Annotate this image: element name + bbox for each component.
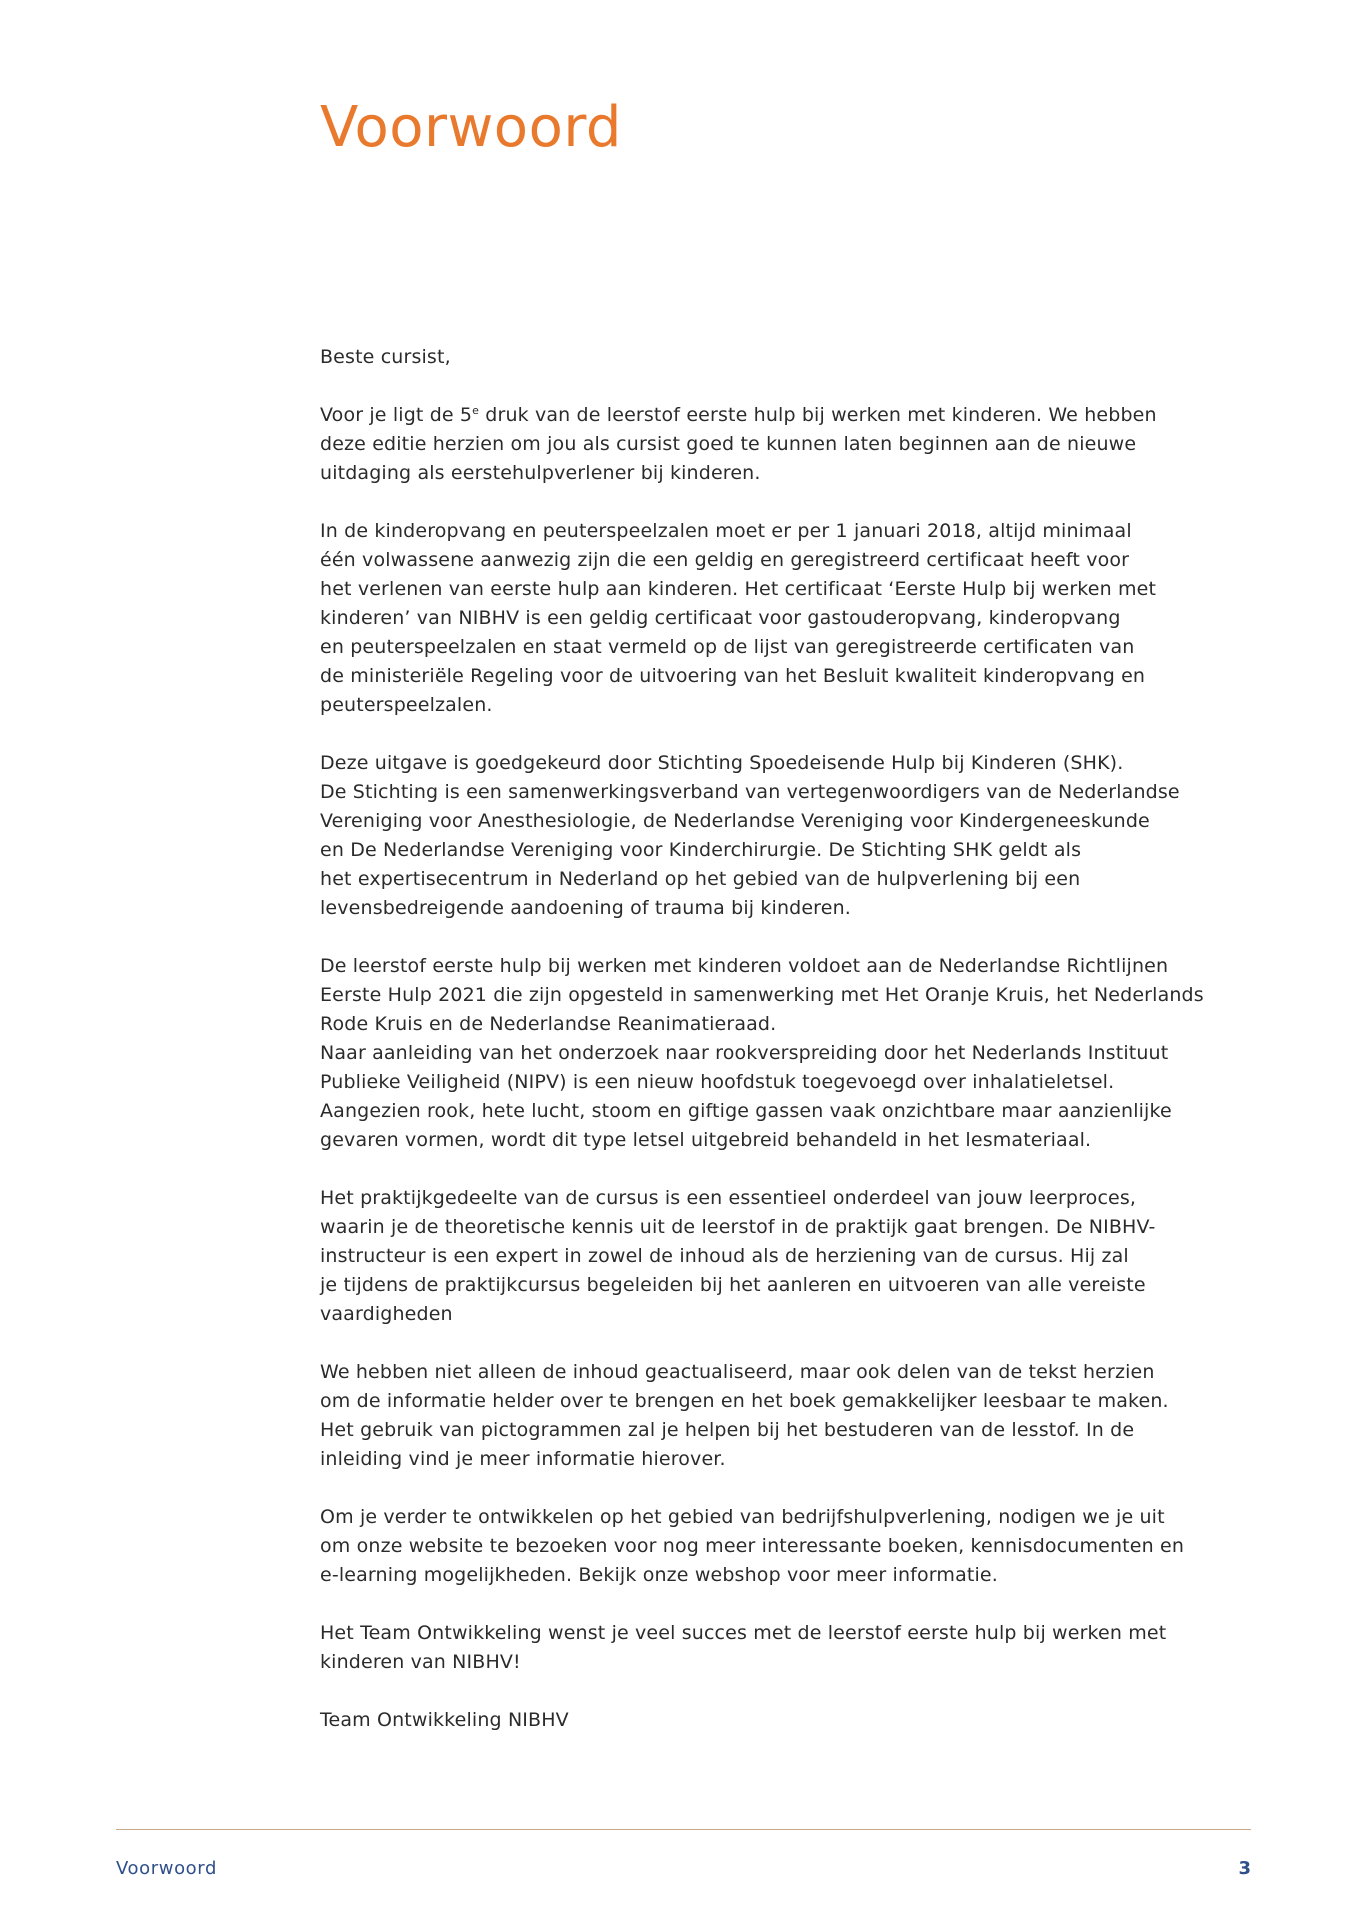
text-line: en peuterspeelzalen en staat vermeld op de lijst van geregistreerde certificaten van bbox=[320, 636, 1135, 658]
signature: Team Ontwikkeling NIBHV bbox=[320, 1709, 569, 1731]
paragraph-website bbox=[320, 1503, 1260, 1590]
text-line: In de kinderopvang en peuterspeelzalen moet er per 1 januari 2018, altijd minimaal bbox=[320, 520, 1132, 542]
text-line: het verlenen van eerste hulp aan kinderen. Het certificaat ‘Eerste Hulp bij werken met bbox=[320, 578, 1157, 600]
paragraph-kinderopvang bbox=[320, 517, 1260, 720]
text-line: Publieke Veiligheid (NIPV) is een nieuw hoofdstuk toegevoegd over inhalatieletsel. bbox=[320, 1071, 1115, 1093]
paragraph-inhoud bbox=[320, 1358, 1260, 1474]
text-line: kinderen’ van NIBHV is een geldig certificaat voor gastouderopvang, kinderopvang bbox=[320, 607, 1121, 629]
text-line: Het praktijkgedeelte van de cursus is een essentieel onderdeel van jouw leerproces, bbox=[320, 1187, 1137, 1209]
text-line: om de informatie helder over te brengen en het boek gemakkelijker leesbaar te maken. bbox=[320, 1390, 1169, 1412]
text-line: de ministeriële Regeling voor de uitvoering van het Besluit kwaliteit kinderopvang en bbox=[320, 665, 1146, 687]
text-line: waarin je de theoretische kennis uit de leerstof in de praktijk gaat brengen. De NIBHV- bbox=[320, 1216, 1156, 1238]
text-line: om onze website te bezoeken voor nog meer interessante boeken, kennisdocumenten en bbox=[320, 1535, 1185, 1557]
text-fragment: Voor je ligt de 5 bbox=[320, 404, 473, 426]
footer-section-label: Voorwoord bbox=[116, 1858, 217, 1879]
text-line: peuterspeelzalen. bbox=[320, 694, 493, 716]
text-line: instructeur is een expert in zowel de inhoud als de herziening van de cursus. Hij zal bbox=[320, 1245, 1129, 1267]
salutation: Beste cursist, bbox=[320, 346, 451, 368]
text-line: We hebben niet alleen de inhoud geactualiseerd, maar ook delen van de tekst herzien bbox=[320, 1361, 1155, 1383]
text-line: gevaren vormen, wordt dit type letsel uitgebreid behandeld in het lesmateriaal. bbox=[320, 1129, 1092, 1151]
paragraph-shk bbox=[320, 749, 1260, 923]
text-line: deze editie herzien om jou als cursist goed te kunnen laten beginnen aan de nieuwe bbox=[320, 433, 1137, 455]
text-line: één volwassene aanwezig zijn die een geldig en geregistreerd certificaat heeft voor bbox=[320, 549, 1130, 571]
text-line: De leerstof eerste hulp bij werken met kinderen voldoet aan de Nederlandse Richtlijnen bbox=[320, 955, 1169, 977]
text-line: Eerste Hulp 2021 die zijn opgesteld in samenwerking met Het Oranje Kruis, het Nederlands bbox=[320, 984, 1204, 1006]
text-line: vaardigheden bbox=[320, 1303, 453, 1325]
paragraph-closing bbox=[320, 1619, 1260, 1677]
footer-divider bbox=[116, 1829, 1251, 1830]
text-line: inleiding vind je meer informatie hierover. bbox=[320, 1448, 726, 1470]
text-line: levensbedreigende aandoening of trauma bij kinderen. bbox=[320, 897, 851, 919]
letter-body bbox=[320, 343, 1260, 1735]
superscript: e bbox=[472, 404, 480, 417]
text-line: Het gebruik van pictogrammen zal je helpen bij het bestuderen van de lesstof. In de bbox=[320, 1419, 1135, 1441]
text-line: Het Team Ontwikkeling wenst je veel succes met de leerstof eerste hulp bij werken met bbox=[320, 1622, 1167, 1644]
text-line: en De Nederlandse Vereniging voor Kinderchirurgie. De Stichting SHK geldt als bbox=[320, 839, 1082, 861]
text-line bbox=[320, 401, 1260, 430]
text-line: je tijdens de praktijkcursus begeleiden bij het aanleren en uitvoeren van alle vereiste bbox=[320, 1274, 1146, 1296]
text-fragment: druk van de leerstof eerste hulp bij werken met kinderen. We hebben bbox=[479, 404, 1157, 426]
text-line: Naar aanleiding van het onderzoek naar rookverspreiding door het Nederlands Instituut bbox=[320, 1042, 1169, 1064]
paragraph-praktijk bbox=[320, 1184, 1260, 1329]
page-number: 3 bbox=[1238, 1858, 1251, 1879]
text-line: Aangezien rook, hete lucht, stoom en giftige gassen vaak onzichtbare maar aanzienlijke bbox=[320, 1100, 1172, 1122]
text-line: De Stichting is een samenwerkingsverband van vertegenwoordigers van de Nederlandse bbox=[320, 781, 1180, 803]
text-line: kinderen van NIBHV! bbox=[320, 1651, 521, 1673]
paragraph-richtlijnen bbox=[320, 952, 1260, 1155]
text-line: e-learning mogelijkheden. Bekijk onze webshop voor meer informatie. bbox=[320, 1564, 998, 1586]
text-line: Vereniging voor Anesthesiologie, de Nederlandse Vereniging voor Kindergeneeskunde bbox=[320, 810, 1150, 832]
text-line: Rode Kruis en de Nederlandse Reanimatieraad. bbox=[320, 1013, 777, 1035]
paragraph-intro bbox=[320, 401, 1260, 488]
text-line: uitdaging als eerstehulpverlener bij kinderen. bbox=[320, 462, 761, 484]
text-line: Deze uitgave is goedgekeurd door Stichting Spoedeisende Hulp bij Kinderen (SHK). bbox=[320, 752, 1124, 774]
page-title: Voorwoord bbox=[320, 95, 622, 160]
text-line: het expertisecentrum in Nederland op het gebied van de hulpverlening bij een bbox=[320, 868, 1081, 890]
text-line: Om je verder te ontwikkelen op het gebied van bedrijfshulpverlening, nodigen we je uit bbox=[320, 1506, 1165, 1528]
